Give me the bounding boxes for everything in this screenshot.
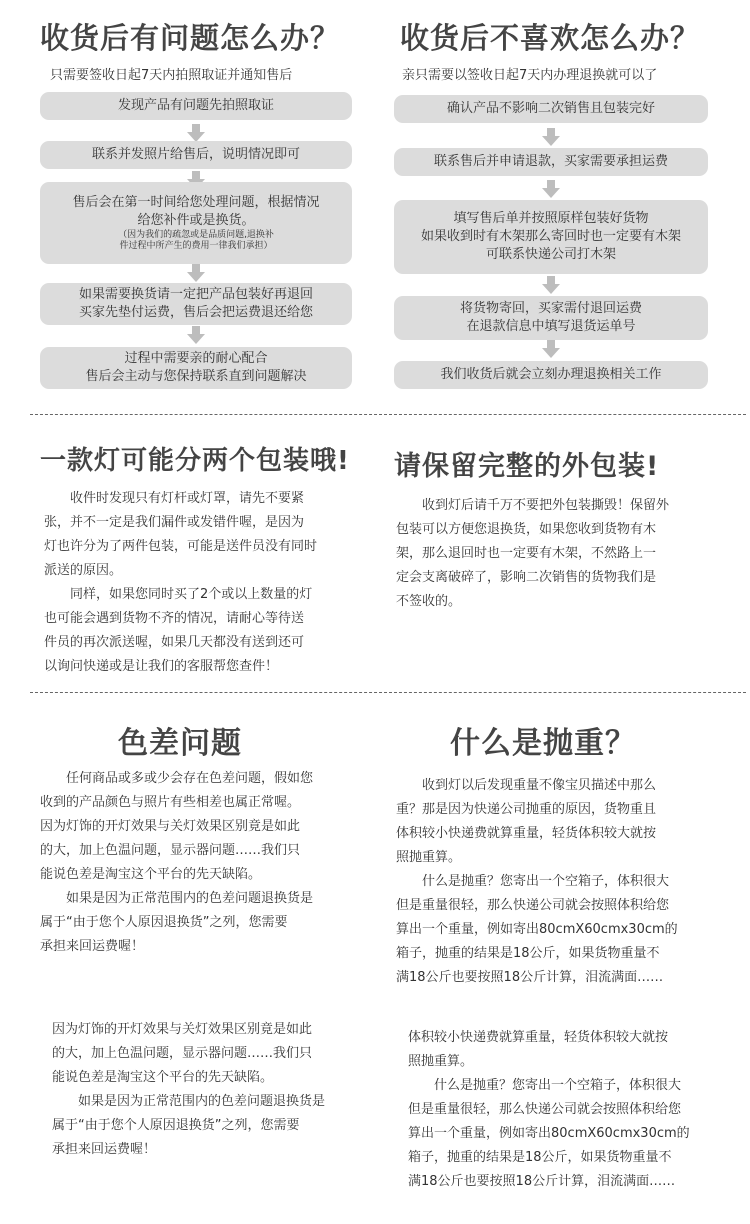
step-text: 给您补件或是换货。: [137, 213, 255, 228]
text-line: 承担来回运费喔！: [52, 1142, 157, 1157]
two-packages-text: [44, 487, 364, 679]
text-line: 照抛重算。: [396, 850, 462, 865]
step-text: 填写售后单并按照原样包装好货物: [453, 211, 649, 226]
text-line: 件员的再次派送喔，如果几天都没有送到还可: [44, 635, 305, 650]
bulk-weight-title: 什么是抛重？: [450, 726, 636, 761]
text-line: 如果是因为正常范围内的色差问题退换货是: [66, 891, 314, 906]
keep-package-text: [396, 494, 716, 614]
text-line: 张，并不一定是我们漏件或发错件喔，是因为: [44, 515, 305, 530]
step-text: 买家先垫付运费，售后会把运费退还给您: [78, 305, 313, 320]
text-line: 以询问快递或是让我们的客服帮您查件！: [44, 659, 279, 674]
down-arrow-icon: [187, 334, 205, 344]
text-line: 收件时发现只有灯杆或灯罩，请先不要紧: [70, 491, 305, 506]
down-arrow-icon: [187, 272, 205, 282]
left-step-3: [40, 182, 352, 264]
text-line: 承担来回运费喔！: [40, 939, 145, 954]
left-process-subtitle: 只需要签收日起7天内拍照取证并通知售后: [50, 68, 293, 83]
left-step-2: [40, 141, 352, 169]
text-line: 包装可以方便您退换货，如果您收到货物有木: [396, 522, 657, 537]
text-line: 因为灯饰的开灯效果与关灯效果区别竟是如此: [52, 1022, 313, 1037]
step-text: 如果收到时有木架那么寄回时也一定要有木架: [420, 229, 681, 244]
right-process-title: 收货后不喜欢怎么办？: [400, 21, 701, 55]
text-line: 定会支离破碎了，影响二次销售的货物我们是: [396, 570, 657, 585]
text-line: 的大，加上色温问题，显示器问题……我们只: [40, 843, 301, 858]
text-line: 什么是抛重？您寄出一个空箱子，体积很大: [422, 874, 670, 889]
keep-package-title: 请保留完整的外包装!: [394, 451, 660, 482]
step-text: 联系售后并申请退款，买家需要承担运费: [433, 154, 668, 169]
right-step-1: [394, 95, 708, 123]
right-step-5: [394, 361, 708, 389]
text-line: 属于“由于您个人原因退换货”之列，您需要: [40, 915, 288, 930]
step-text: 售后会在第一时间给您处理问题，根据情况: [72, 195, 320, 210]
text-line: 如果是因为正常范围内的色差问题退换货是: [78, 1094, 326, 1109]
down-arrow-icon: [542, 348, 560, 358]
text-line: 任何商品或多或少会存在色差问题，假如您: [66, 771, 314, 786]
bulk-weight-text-repeat: [408, 1026, 738, 1194]
text-line: 因为灯饰的开灯效果与关灯效果区别竟是如此: [40, 819, 301, 834]
right-process-subtitle: 亲只需要以签收日起7天内办理退换就可以了: [402, 68, 658, 83]
text-line: 满18公斤也要按照18公斤计算，泪流满面……: [396, 970, 664, 985]
text-line: 箱子，抛重的结果是18公斤，如果货物重量不: [396, 946, 660, 961]
text-line: 灯也许分为了两件包装，可能是送件员没有同时: [44, 539, 318, 554]
text-line: 属于“由于您个人原因退换货”之列，您需要: [52, 1118, 300, 1133]
text-line: 照抛重算。: [408, 1054, 474, 1069]
left-step-4: [40, 283, 352, 325]
text-line: 架，那么退回时也一定要有木架，不然路上一: [396, 546, 657, 561]
divider: [30, 692, 746, 693]
text-line: 什么是抛重？您寄出一个空箱子，体积很大: [434, 1078, 682, 1093]
step-text: 确认产品不影响二次销售且包装完好: [446, 101, 655, 116]
text-line: 同样，如果您同时买了2个或以上数量的灯: [70, 587, 313, 602]
step-text: 联系并发照片给售后，说明情况即可: [91, 147, 300, 162]
left-process-title: 收货后有问题怎么办？: [40, 21, 341, 55]
step-text: 在退款信息中填写退货运单号: [466, 319, 636, 334]
step-text: 我们收货后就会立刻办理退换相关工作: [440, 367, 662, 382]
text-line: 派送的原因。: [44, 563, 123, 578]
text-line: 不签收的。: [396, 594, 462, 609]
text-line: 的大，加上色温问题，显示器问题……我们只: [52, 1046, 313, 1061]
bulk-weight-text: [396, 774, 726, 990]
text-line: 重？那是因为快递公司抛重的原因，货物重且: [396, 802, 657, 817]
text-line: 体积较小快递费就算重量，轻货体积较大就按: [408, 1030, 669, 1045]
step-note: （因为我们的疏忽或是品质问题,退换补: [118, 230, 274, 240]
step-text: 如果需要换货请一定把产品包装好再退回: [78, 287, 313, 302]
step-note: 件过程中所产生的费用一律我们承担）: [119, 241, 273, 251]
text-line: 算出一个重量，例如寄出80cmX60cmx30cm的: [396, 922, 678, 937]
text-line: 体积较小快递费就算重量，轻货体积较大就按: [396, 826, 657, 841]
right-step-4: [394, 296, 708, 340]
left-step-1: [40, 92, 352, 120]
text-line: 但是重量很轻，那么快递公司就会按照体积给您: [408, 1102, 682, 1117]
two-packages-title: 一款灯可能分两个包装哦!: [40, 446, 350, 476]
text-line: 收到灯以后发现重量不像宝贝描述中那么: [422, 778, 657, 793]
text-line: 箱子，抛重的结果是18公斤，如果货物重量不: [408, 1150, 672, 1165]
step-text: 售后会主动与您保持联系直到问题解决: [85, 369, 307, 384]
divider: [30, 414, 746, 415]
right-step-2: [394, 148, 708, 176]
text-line: 满18公斤也要按照18公斤计算，泪流满面……: [408, 1174, 676, 1189]
text-line: 也可能会遇到货物不齐的情况，请耐心等待送: [44, 611, 305, 626]
down-arrow-icon: [542, 188, 560, 198]
down-arrow-icon: [542, 136, 560, 146]
color-diff-text-repeat: [52, 1018, 378, 1162]
left-step-5: [40, 347, 352, 389]
down-arrow-icon: [542, 284, 560, 294]
text-line: 能说色差是淘宝这个平台的先天缺陷。: [40, 867, 262, 882]
step-text: 过程中需要亲的耐心配合: [124, 351, 268, 366]
text-line: 收到灯后请千万不要把外包装撕毁！保留外: [422, 498, 670, 513]
text-line: 收到的产品颜色与照片有些相差也属正常喔。: [40, 795, 301, 810]
right-step-3: [394, 200, 708, 274]
text-line: 算出一个重量，例如寄出80cmX60cmx30cm的: [408, 1126, 690, 1141]
step-text: 可联系快递公司打木架: [485, 247, 616, 262]
step-text: 将货物寄回，买家需付退回运费: [459, 301, 642, 316]
color-diff-text: [40, 767, 366, 959]
step-text: 发现产品有问题先拍照取证: [117, 98, 274, 113]
text-line: 能说色差是淘宝这个平台的先天缺陷。: [52, 1070, 274, 1085]
color-diff-title: 色差问题: [118, 726, 242, 761]
text-line: 但是重量很轻，那么快递公司就会按照体积给您: [396, 898, 670, 913]
